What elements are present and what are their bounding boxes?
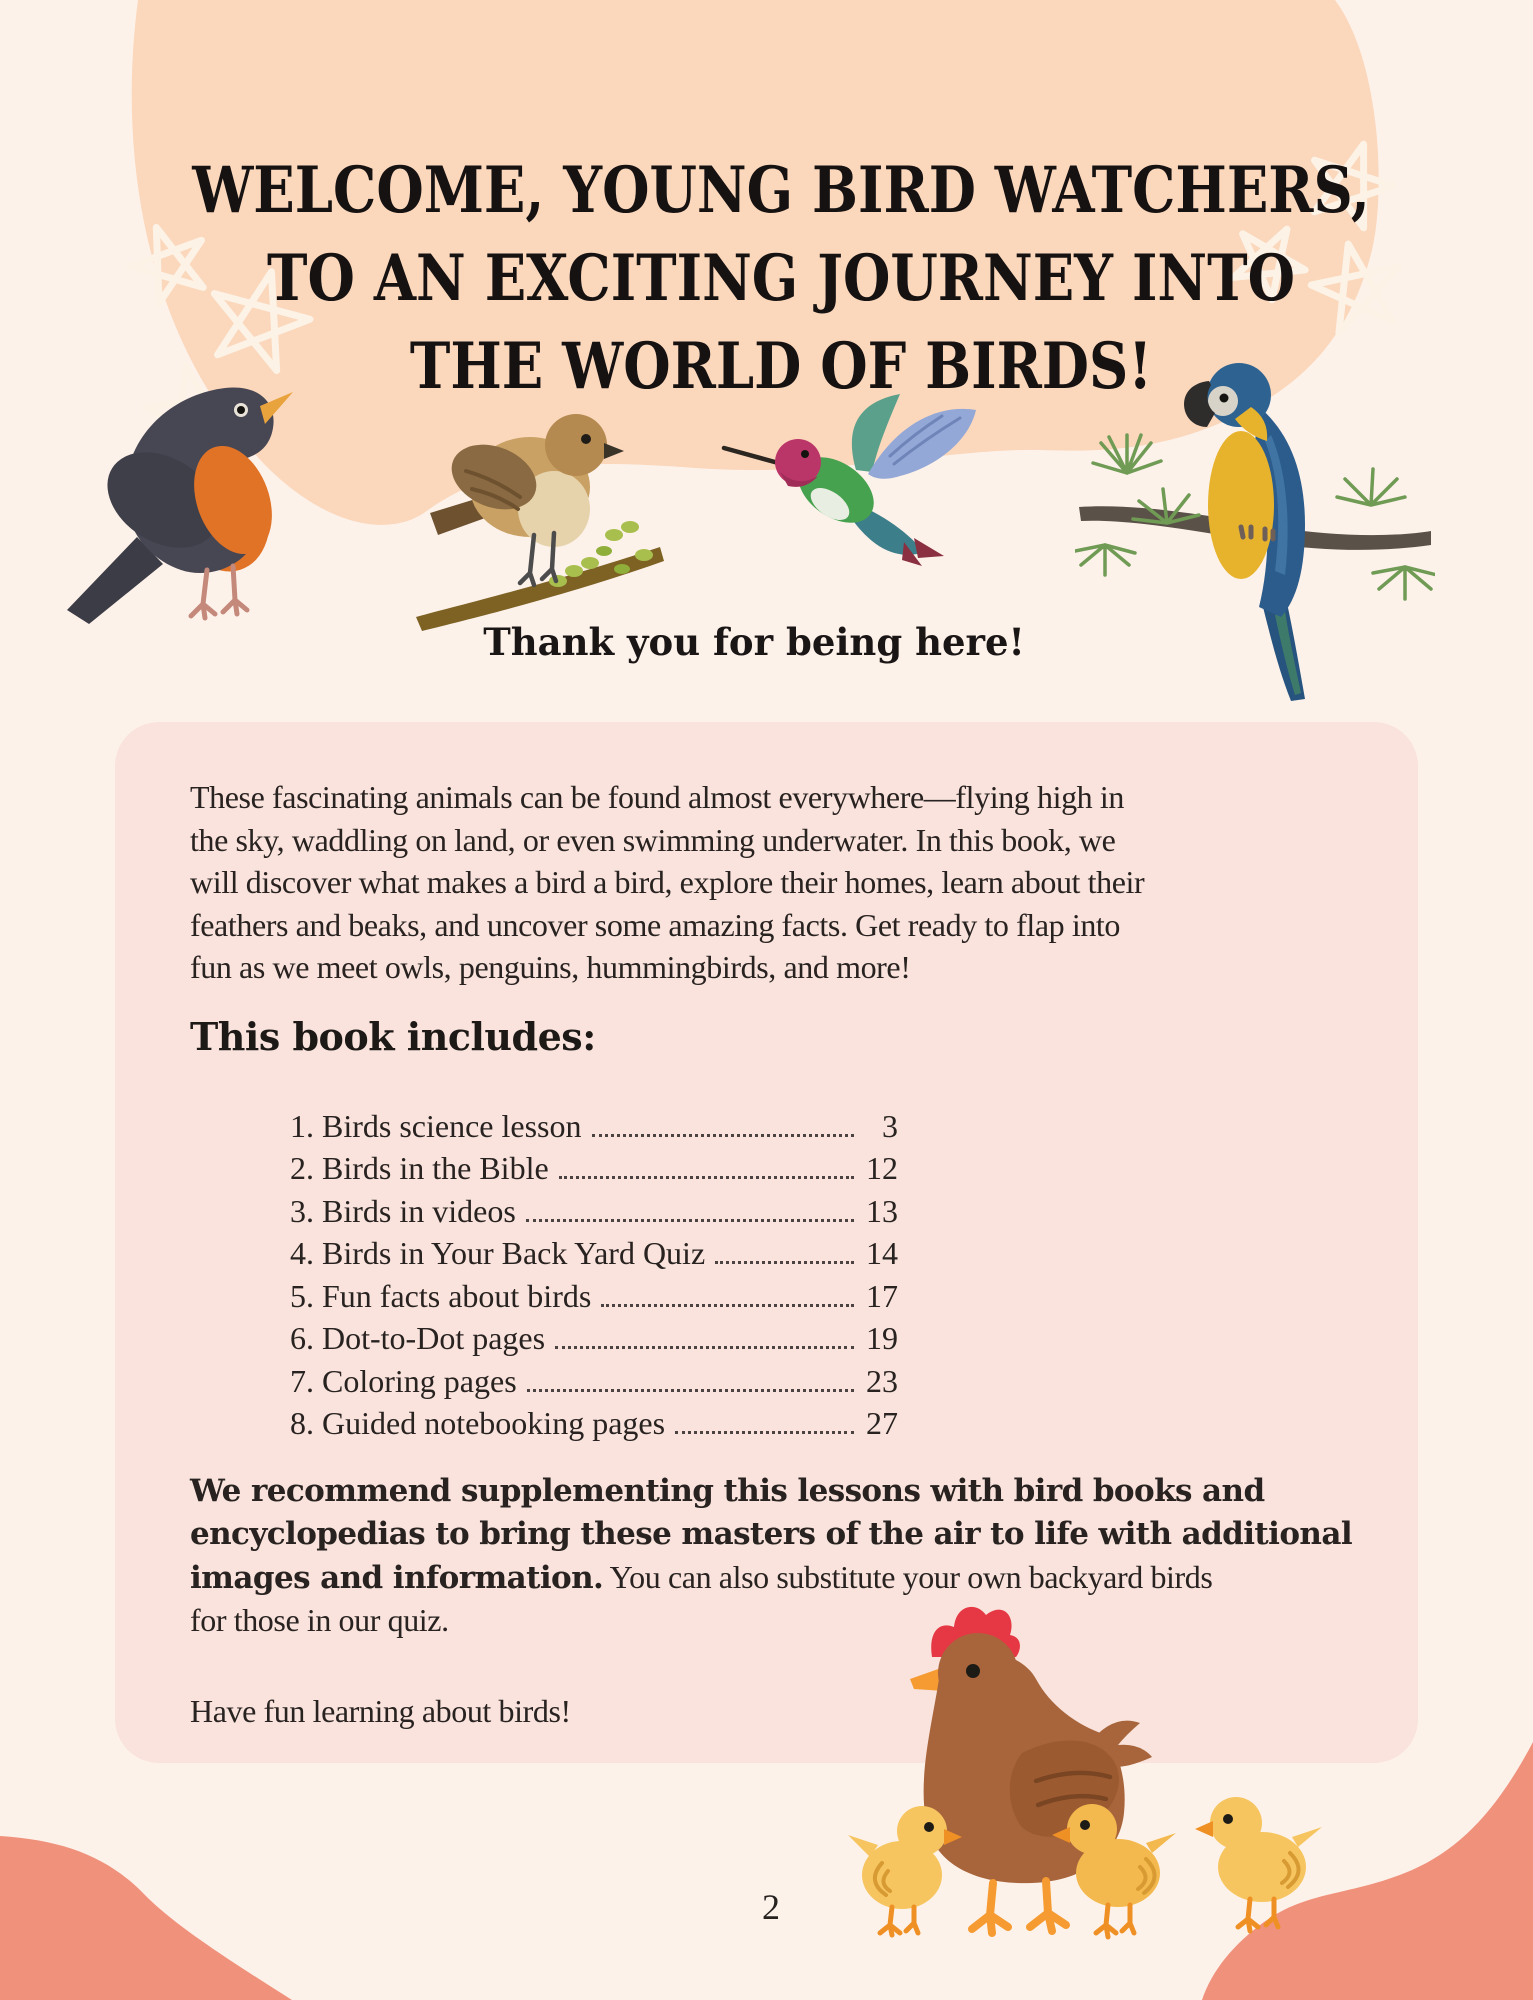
macaw-eye — [1220, 394, 1229, 403]
toc-label: Birds science lesson — [322, 1107, 582, 1144]
toc-page-number: 23 — [866, 1362, 898, 1399]
sparrow-head — [545, 414, 607, 476]
toc-row — [266, 1317, 898, 1360]
toc-page-number: 13 — [866, 1192, 898, 1229]
hen-eye — [966, 1664, 980, 1678]
hummingbird-illustration — [718, 388, 988, 568]
robin-tail — [67, 537, 163, 624]
recommend-line: images and information. You can also substitute your own backyard birds — [190, 1558, 1213, 1596]
toc-page-number: 19 — [866, 1320, 898, 1356]
toc-label: Birds in videos — [322, 1192, 516, 1229]
toc-leader-dots — [559, 1176, 854, 1179]
chick-head — [1067, 1804, 1117, 1854]
robin-eye — [237, 406, 245, 414]
robin-beak — [260, 392, 293, 424]
toc-label: Birds in the Bible — [322, 1150, 549, 1186]
toc-number: 1. — [290, 1107, 314, 1144]
intro-line: will discover what makes a bird a bird, explore their homes, learn about their — [190, 864, 1145, 900]
toc-label: Fun facts about birds — [322, 1277, 592, 1314]
toc-row — [266, 1360, 898, 1403]
toc-page-number: 12 — [866, 1150, 898, 1186]
toc-page-number: 17 — [866, 1277, 898, 1314]
chick-right — [1195, 1797, 1322, 1931]
page-number: 2 — [762, 1887, 780, 1927]
toc-number: 2. — [290, 1150, 314, 1186]
chick-eye — [1080, 1820, 1090, 1830]
toc-number: 7. — [290, 1362, 314, 1399]
chick-legs — [1096, 1905, 1134, 1937]
chick-beak — [1195, 1821, 1213, 1837]
title-line-3: THE WORLD OF BIRDS! — [409, 328, 1153, 404]
toc-number: 6. — [290, 1320, 314, 1356]
chick-left — [848, 1806, 962, 1935]
sparrow-illustration — [408, 385, 670, 635]
branch — [416, 547, 664, 631]
robin-legs — [191, 566, 247, 618]
toc-leader-dots — [592, 1134, 855, 1137]
title-line-2: TO AN EXCITING JOURNEY INTO — [267, 240, 1295, 316]
toc-number: 8. — [290, 1405, 314, 1441]
hummingbird-eye — [801, 450, 809, 458]
toc-label: Guided notebooking pages — [322, 1405, 666, 1441]
recommend-line: encyclopedias to bring these masters of the air to life with additional — [190, 1516, 1353, 1552]
macaw-chest — [1208, 431, 1274, 579]
chick-legs — [1238, 1899, 1278, 1931]
toc-label: Dot-to-Dot pages — [322, 1320, 546, 1356]
chick-head — [897, 1806, 947, 1856]
intro-line: fun as we meet owls, penguins, hummingbirds, and more! — [190, 949, 911, 985]
chick-legs — [880, 1907, 918, 1935]
table-of-contents — [266, 1105, 898, 1445]
title-line-1: WELCOME, YOUNG BIRD WATCHERS, — [192, 152, 1370, 228]
recommend-line: We recommend supplementing this lessons with bird books and — [190, 1472, 1265, 1509]
hen-with-chicks-illustration — [830, 1585, 1330, 1945]
toc-row — [266, 1275, 898, 1318]
toc-page-number: 14 — [866, 1235, 898, 1271]
toc-row — [266, 1147, 898, 1190]
toc-leader-dots — [675, 1431, 854, 1434]
includes-heading: This book includes: — [190, 1013, 596, 1059]
intro-line: These fascinating animals can be found almost everywhere—flying high in — [190, 779, 1124, 815]
closing-line: Have fun learning about birds! — [190, 1692, 571, 1729]
intro-paragraph — [190, 776, 1358, 989]
toc-number: 3. — [290, 1192, 314, 1229]
toc-label: Coloring pages — [322, 1362, 517, 1399]
toc-leader-dots — [715, 1261, 854, 1264]
chick-tail — [1146, 1833, 1176, 1853]
toc-row — [266, 1232, 898, 1275]
american-robin-illustration — [55, 372, 315, 632]
intro-line: the sky, waddling on land, or even swimming underwater. In this book, we — [190, 821, 1116, 858]
toc-leader-dots — [526, 1219, 854, 1222]
sparrow-beak — [604, 443, 624, 459]
toc-row — [266, 1190, 898, 1233]
toc-number: 4. — [290, 1235, 314, 1271]
intro-line: feathers and beaks, and uncover some amazing facts. Get ready to flap into — [190, 906, 1121, 943]
coral-shape-bottom-left — [0, 1836, 292, 2000]
chick-tail — [1292, 1827, 1322, 1847]
toc-page-number: 3 — [882, 1107, 898, 1144]
toc-leader-dots — [527, 1389, 854, 1392]
recommend-line: for those in our quiz. — [190, 1602, 449, 1638]
hummingbird-beak — [724, 448, 782, 464]
toc-page-number: 27 — [866, 1405, 898, 1441]
toc-leader-dots — [601, 1304, 854, 1307]
toc-number: 5. — [290, 1277, 314, 1314]
toc-leader-dots — [555, 1346, 854, 1349]
toc-label: Birds in Your Back Yard Quiz — [322, 1235, 706, 1271]
subtitle: Thank you for being here! — [483, 620, 1025, 664]
sparrow-eye — [581, 434, 591, 444]
toc-row — [266, 1402, 898, 1445]
hen-legs — [972, 1881, 1066, 1933]
toc-row — [266, 1105, 898, 1148]
chick-head — [1210, 1797, 1262, 1849]
chick-eye — [1223, 1814, 1233, 1824]
chick-eye — [924, 1822, 934, 1832]
